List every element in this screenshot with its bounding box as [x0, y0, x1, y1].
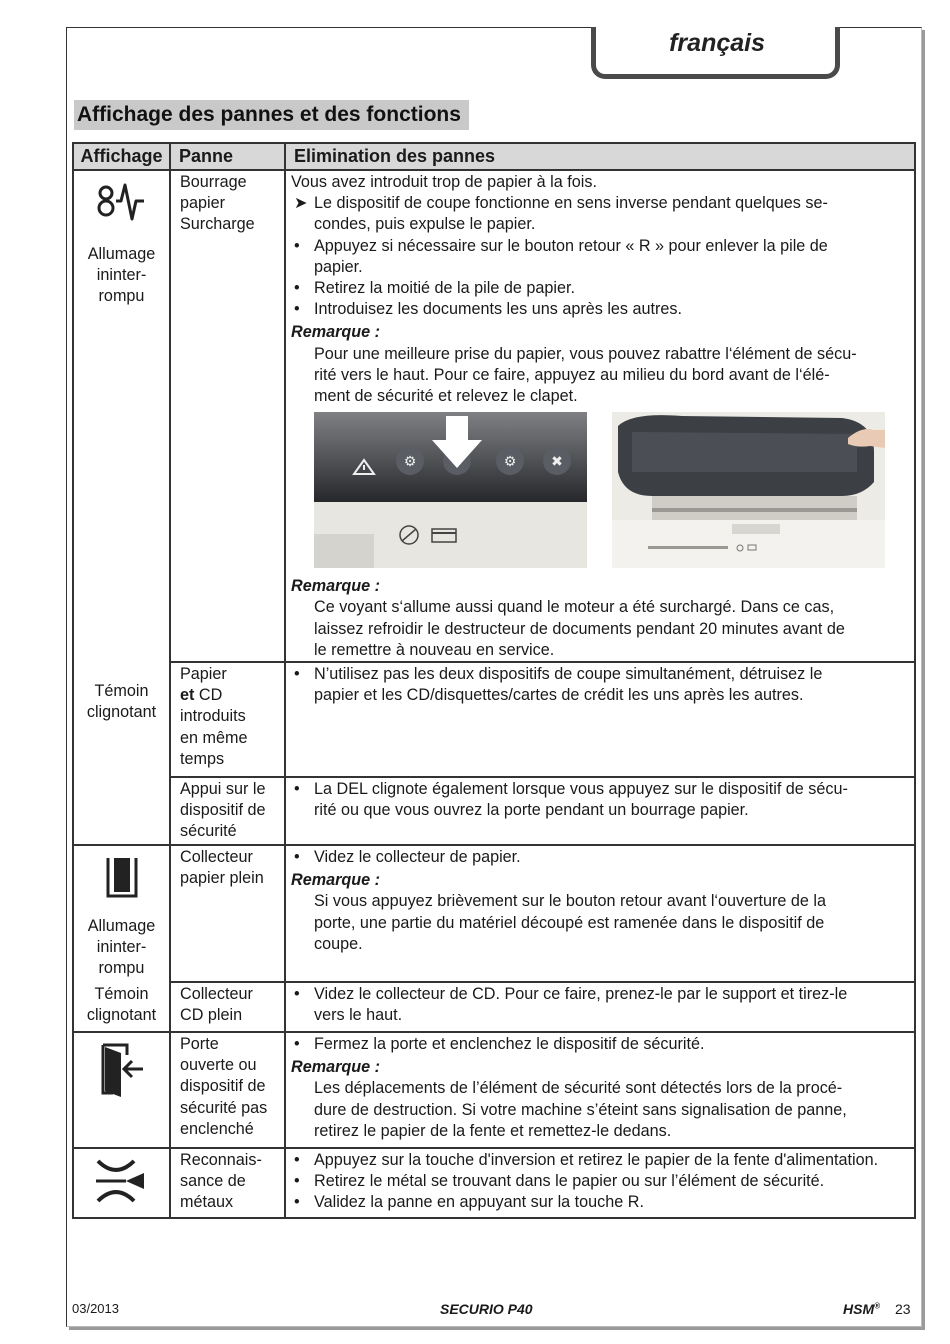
fault-text: sécurité pas — [180, 1098, 268, 1117]
fault-text: métaux — [180, 1193, 234, 1212]
bullet-icon: • — [294, 1193, 300, 1212]
item-line: papier. — [314, 257, 363, 276]
table-header-row — [73, 143, 915, 170]
bullet-item — [291, 299, 908, 320]
paper-jam-icon — [94, 177, 150, 229]
photo-row — [314, 412, 908, 568]
bullet-icon: • — [294, 665, 300, 684]
fault-text: Collecteur — [180, 985, 253, 1004]
remedy-cell — [285, 845, 915, 982]
registered-mark: ® — [874, 1301, 881, 1311]
remedy-cell — [285, 777, 915, 845]
remark-label: Remarque : — [291, 1058, 381, 1077]
language-label: français — [669, 29, 765, 57]
remedy-cell — [285, 662, 915, 777]
item-line: Retirez la moitié de la pile de papier. — [314, 279, 575, 298]
remedy-cell — [285, 982, 915, 1032]
bullet-icon: • — [294, 300, 300, 319]
table-row — [73, 982, 915, 1032]
bullet-icon: • — [294, 848, 300, 867]
bullet-item — [291, 278, 908, 299]
item-line: Si vous appuyez brièvement sur le bouton retour avant l‘ouverture de la — [314, 892, 827, 911]
fault-text: sécurité — [180, 822, 237, 841]
item-line: Le dispositif de coupe fonctionne en sens inverse pendant quelques se- — [314, 194, 828, 213]
display-label: ininter- — [96, 938, 147, 957]
display-cell — [73, 1032, 170, 1148]
footer-date: 03/2013 — [72, 1301, 119, 1316]
remedy-cell — [285, 170, 915, 662]
fault-cell — [170, 1148, 285, 1218]
remedy-cell — [285, 1148, 915, 1218]
remark-label: Remarque : — [291, 323, 381, 342]
col-header-remedy: Elimination des pannes — [285, 143, 915, 170]
fault-text: en même — [180, 728, 248, 747]
item-line: Appuyez si nécessaire sur le bouton retour « R » pour enlever la pile de — [314, 236, 828, 255]
display-label: clignotant — [86, 703, 157, 722]
display-label: rompu — [98, 959, 145, 978]
svg-text:⚙: ⚙ — [403, 454, 417, 471]
fault-text: Surcharge — [180, 215, 255, 234]
item-line: laissez refroidir le destructeur de documents pendant 20 minutes avant de — [314, 619, 845, 638]
fault-cell — [170, 1032, 285, 1148]
display-cell — [73, 170, 170, 845]
display-label: clignotant — [86, 1005, 157, 1024]
footer-model: SECURIO P40 — [440, 1301, 533, 1317]
table-row — [73, 662, 915, 777]
remark-label: Remarque : — [291, 871, 381, 890]
remedy-intro: Vous avez introduit trop de papier à la fois. — [291, 173, 597, 191]
control-panel-photo — [314, 412, 587, 568]
bullet-item — [291, 1171, 908, 1192]
display-cell — [73, 1148, 170, 1218]
bullet-icon: • — [294, 1035, 300, 1054]
item-line: Appuyez sur la touche d'inversion et retirez le papier de la fente d'alimentation. — [314, 1151, 879, 1170]
footer-brand-logo — [843, 1301, 880, 1317]
svg-text:⚙: ⚙ — [503, 454, 517, 471]
arrow-right-icon: ➤ — [294, 194, 308, 213]
fault-text: Collecteur — [180, 848, 253, 867]
fault-text: temps — [180, 749, 225, 768]
bullet-icon: • — [294, 985, 300, 1004]
fault-text: dispositif de — [180, 801, 266, 820]
metal-detection-icon — [92, 1153, 152, 1209]
bullet-item — [291, 1150, 908, 1171]
fault-cell — [170, 777, 285, 845]
brand-text: HSM — [843, 1301, 875, 1317]
fault-text — [180, 685, 278, 706]
fault-text: enclenché — [180, 1119, 254, 1138]
arrow-item — [291, 193, 908, 235]
item-line: ment de sécurité et relevez le clapet. — [314, 387, 578, 406]
fault-cell — [170, 662, 285, 777]
display-cell — [73, 845, 170, 1032]
item-line: papier et les CD/disquettes/cartes de crédit les uns après les autres. — [314, 686, 804, 705]
bullet-icon: • — [294, 780, 300, 799]
item-line: condes, puis expulse le papier. — [314, 215, 536, 234]
remark-text — [291, 891, 908, 955]
page-number: 23 — [895, 1301, 911, 1317]
item-line: le remettre à nouveau en service. — [314, 640, 555, 659]
display-label: Allumage — [87, 245, 156, 263]
item-line: retirez le papier de la fente et remettez-le dedans. — [314, 1121, 672, 1140]
table-row — [73, 1148, 915, 1218]
fault-cell — [170, 982, 285, 1032]
fault-text: papier — [180, 194, 225, 213]
section-title: Affichage des pannes et des fonctions — [74, 100, 469, 130]
svg-text:✖: ✖ — [551, 454, 563, 471]
bullet-icon: • — [294, 1151, 300, 1170]
bullet-item — [291, 1034, 908, 1055]
fault-text: papier plein — [180, 869, 264, 888]
fault-text-bold: et — [180, 686, 195, 705]
item-line: coupe. — [314, 934, 363, 953]
display-label: ininter- — [96, 266, 147, 285]
item-line: Fermez la porte et enclenchez le dispositif de sécurité. — [314, 1035, 705, 1054]
item-line: N’utilisez pas les deux dispositifs de coupe simultanément, détruisez le — [314, 665, 823, 684]
table-row — [73, 845, 915, 982]
fault-text: CD — [198, 686, 223, 705]
fault-cell — [170, 170, 285, 662]
fault-text: Appui sur le — [180, 780, 266, 799]
door-open-icon — [97, 1039, 147, 1099]
remedy-cell — [285, 1032, 915, 1148]
fault-text: CD plein — [180, 1006, 243, 1025]
item-line: Ce voyant s‘allume aussi quand le moteur a été surchargé. Dans ce cas, — [314, 598, 835, 617]
language-tab — [591, 27, 840, 79]
item-line: porte, une partie du matériel découpé est ramenée dans le dispositif de — [314, 913, 825, 932]
fault-text: Porte — [180, 1035, 219, 1054]
bullet-item — [291, 984, 908, 1026]
table-row — [73, 777, 915, 845]
fault-text: Bourrage — [180, 173, 247, 191]
item-line: Validez la panne en appuyant sur la touche R. — [314, 1193, 644, 1212]
bullet-item — [291, 236, 908, 278]
fault-text: sance de — [180, 1172, 246, 1191]
bullet-icon: • — [294, 236, 300, 255]
display-label: Témoin — [94, 984, 149, 1003]
fault-text: Papier — [180, 665, 227, 684]
col-header-display: Affichage — [73, 143, 170, 170]
item-line: Videz le collecteur de CD. Pour ce faire, prenez-le par le support et tirez-le — [314, 985, 848, 1004]
display-label: rompu — [98, 287, 145, 306]
col-header-fault: Panne — [170, 143, 285, 170]
remark-text — [291, 597, 908, 661]
table-row — [73, 170, 915, 662]
display-label: Allumage — [87, 917, 156, 936]
fault-text: Reconnais- — [180, 1151, 262, 1170]
item-line: Videz le collecteur de papier. — [314, 848, 521, 867]
item-line: Les déplacements de l’élément de sécurité sont détectés lors de la procé- — [314, 1079, 843, 1098]
remark-text — [291, 1078, 908, 1142]
bullet-item — [291, 847, 908, 868]
item-line: dure de destruction. Si votre machine s’éteint sans signalisation de panne, — [314, 1100, 847, 1119]
item-line: vers le haut. — [314, 1006, 403, 1025]
fault-text: ouverte ou — [180, 1056, 257, 1075]
item-line: Pour une meilleure prise du papier, vous pouvez rabattre l‘élément de sécu- — [314, 344, 857, 363]
bullet-icon: • — [294, 1172, 300, 1191]
bullet-item — [291, 664, 908, 706]
item-line: La DEL clignote également lorsque vous appuyez sur le dispositif de sécu- — [314, 780, 848, 799]
bullet-item — [291, 1192, 908, 1213]
fault-text: dispositif de — [180, 1077, 266, 1096]
item-line: Retirez le métal se trouvant dans le papier ou sur l’élément de sécurité. — [314, 1172, 825, 1191]
remark-text — [291, 344, 908, 408]
bin-full-icon — [102, 852, 142, 902]
fault-table — [72, 142, 916, 1219]
display-label: Témoin — [94, 682, 149, 700]
bullet-icon: • — [294, 279, 300, 298]
remark-label: Remarque : — [291, 577, 381, 596]
item-line: rité ou que vous ouvrez la porte pendant un bourrage papier. — [314, 801, 749, 820]
shredder-open-photo — [612, 412, 885, 568]
item-line: Introduisez les documents les uns après les autres. — [314, 300, 683, 319]
bullet-item — [291, 779, 908, 821]
table-row — [73, 1032, 915, 1148]
fault-text: introduits — [180, 707, 246, 726]
fault-cell — [170, 845, 285, 982]
item-line: rité vers le haut. Pour ce faire, appuyez au milieu du bord avant de l‘élé- — [314, 365, 830, 384]
